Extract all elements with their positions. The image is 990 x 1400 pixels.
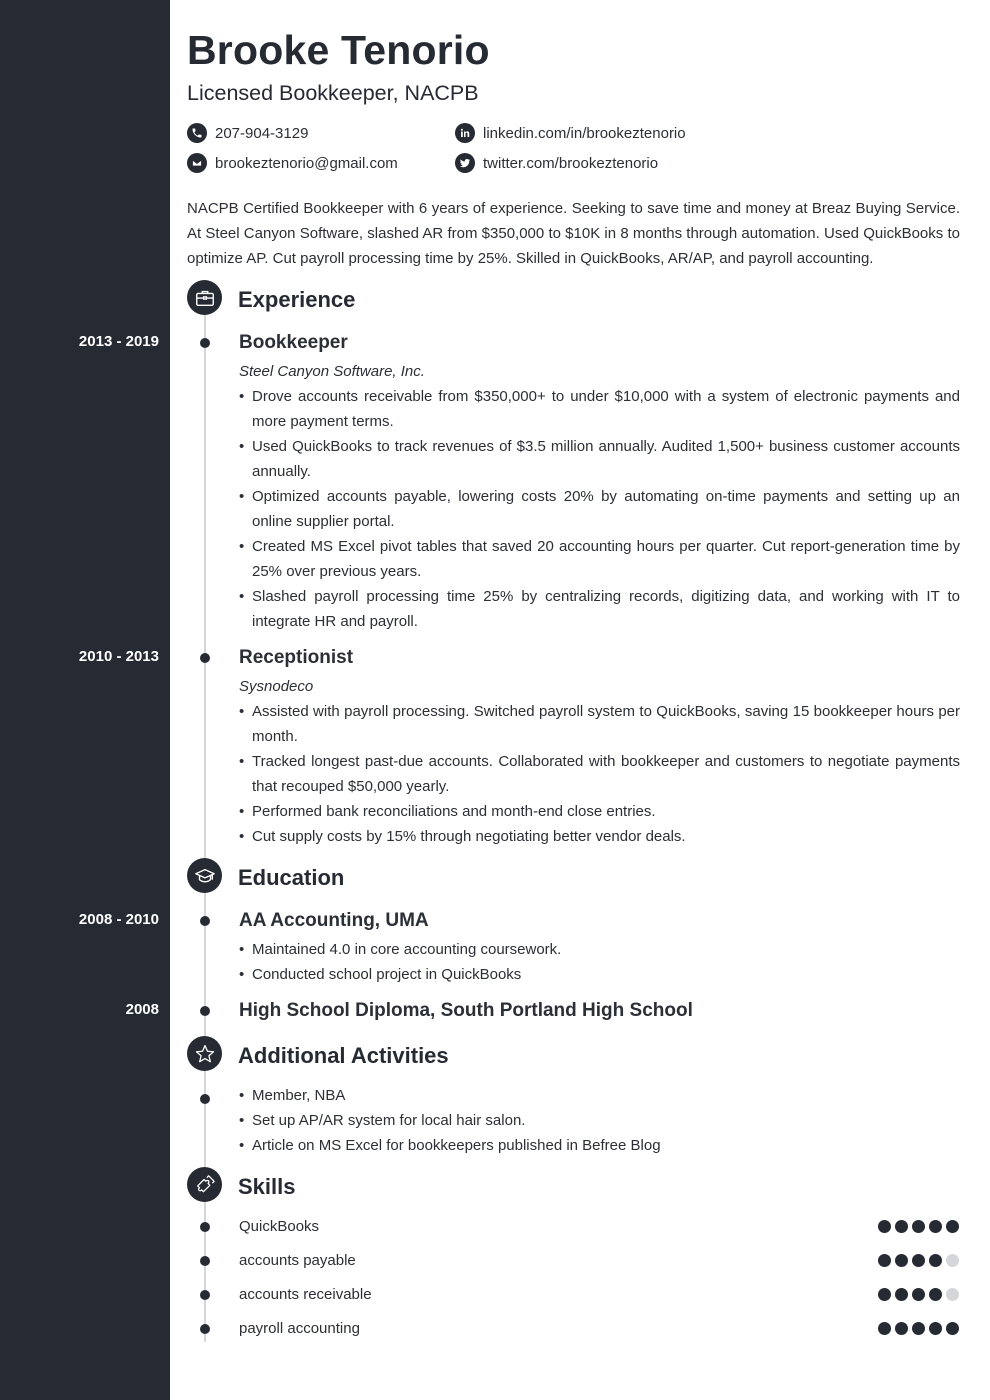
timeline-dot bbox=[200, 1094, 210, 1104]
job-bullets bbox=[239, 699, 960, 849]
skill-dot-filled bbox=[895, 1288, 908, 1301]
bullet-item: • Tracked longest past-due accounts. Collaborated with bookkeeper and customers to negotiate payments that recouped $50,000 yearly. bbox=[239, 749, 960, 799]
degree-title: AA Accounting, UMA bbox=[239, 910, 429, 931]
candidate-name: Brooke Tenorio bbox=[187, 27, 490, 73]
phone-text: 207-904-3129 bbox=[215, 124, 309, 142]
skill-dot-filled bbox=[946, 1322, 959, 1335]
edu-dates: 2008 - 2010 bbox=[78, 911, 159, 928]
skills-heading: Skills bbox=[238, 1174, 296, 1199]
star-icon bbox=[187, 1036, 222, 1071]
skill-name: accounts payable bbox=[239, 1252, 356, 1269]
skill-dot-filled bbox=[895, 1220, 908, 1233]
job-dates: 2010 - 2013 bbox=[78, 648, 159, 665]
skill-dot-filled bbox=[878, 1220, 891, 1233]
skill-dot-filled bbox=[929, 1288, 942, 1301]
degree-title: High School Diploma, South Portland High School bbox=[239, 1000, 693, 1021]
edu-bullets bbox=[239, 937, 960, 987]
puzzle-icon bbox=[187, 1167, 222, 1202]
profile-summary: NACPB Certified Bookkeeper with 6 years of experience. Seeking to save time and money at Breaz Buying Service. At Steel Canyon Software, slashed AR from $350,000 to $10K in 8 months through automation. Used QuickBooks to optimize AP. Cut payroll processing time by 25%. Skilled in QuickBooks, AR/AP, and payroll accounting. bbox=[187, 200, 960, 267]
bullet-item: • Used QuickBooks to track revenues of $3.5 million annually. Audited 1,500+ business customer accounts annually. bbox=[239, 434, 960, 484]
bullet-item: • Maintained 4.0 in core accounting coursework. bbox=[239, 937, 960, 962]
phone-icon bbox=[187, 123, 207, 143]
twitter-icon bbox=[455, 153, 475, 173]
skill-dot-filled bbox=[929, 1254, 942, 1267]
timeline-dot bbox=[200, 916, 210, 926]
left-sidebar bbox=[0, 0, 170, 1400]
skill-rating bbox=[878, 1288, 963, 1301]
bullet-item: • Optimized accounts payable, lowering costs 20% by automating on-time payments and setting up an online supplier portal. bbox=[239, 484, 960, 534]
bullet-item: • Article on MS Excel for bookkeepers published in Befree Blog bbox=[239, 1133, 960, 1158]
skill-dot-filled bbox=[912, 1254, 925, 1267]
experience-heading: Experience bbox=[238, 287, 356, 312]
job-bullets bbox=[239, 384, 960, 634]
skill-dot-filled bbox=[878, 1288, 891, 1301]
linkedin-icon bbox=[455, 123, 475, 143]
contact-phone bbox=[187, 123, 308, 143]
email-text[interactable]: brookeztenorio@gmail.com bbox=[215, 154, 398, 172]
candidate-title: Licensed Bookkeeper, NACPB bbox=[187, 81, 479, 105]
job-dates: 2013 - 2019 bbox=[78, 333, 159, 350]
skill-dot-filled bbox=[895, 1254, 908, 1267]
skill-dot-empty bbox=[946, 1288, 959, 1301]
skill-name: accounts receivable bbox=[239, 1286, 372, 1303]
skill-dot-filled bbox=[912, 1288, 925, 1301]
linkedin-text[interactable]: linkedin.com/in/brookeztenorio bbox=[483, 124, 686, 142]
bullet-item: • Drove accounts receivable from $350,000+ to under $10,000 with a system of electronic payments and more payment terms. bbox=[239, 384, 960, 434]
skill-dot-filled bbox=[878, 1322, 891, 1335]
timeline-dot bbox=[200, 1290, 210, 1300]
skill-dot-filled bbox=[878, 1254, 891, 1267]
job-title: Receptionist bbox=[239, 647, 354, 668]
skill-name: payroll accounting bbox=[239, 1320, 360, 1337]
timeline-dot bbox=[200, 1006, 210, 1016]
bullet-item: • Conducted school project in QuickBooks bbox=[239, 962, 960, 987]
skill-dot-filled bbox=[912, 1220, 925, 1233]
bullet-item: • Slashed payroll processing time 25% by centralizing records, digitizing data, and working with IT to integrate HR and payroll. bbox=[239, 584, 960, 634]
bullet-item: • Cut supply costs by 15% through negotiating better vendor deals. bbox=[239, 824, 960, 849]
education-heading: Education bbox=[238, 865, 345, 890]
skill-dot-empty bbox=[946, 1254, 959, 1267]
bullet-item: • Set up AP/AR system for local hair salon. bbox=[239, 1108, 960, 1133]
bullet-item: • Assisted with payroll processing. Switched payroll system to QuickBooks, saving 15 bookkeeper hours per month. bbox=[239, 699, 960, 749]
bullet-item: • Member, NBA bbox=[239, 1083, 960, 1108]
timeline-dot bbox=[200, 653, 210, 663]
skill-dot-filled bbox=[946, 1220, 959, 1233]
skill-dot-filled bbox=[929, 1322, 942, 1335]
skill-dot-filled bbox=[895, 1322, 908, 1335]
skill-rating bbox=[878, 1220, 963, 1233]
email-icon bbox=[187, 153, 207, 173]
timeline-dot bbox=[200, 1324, 210, 1334]
bullet-item: • Performed bank reconciliations and month-end close entries. bbox=[239, 799, 960, 824]
activities-bullets bbox=[239, 1083, 960, 1158]
contact-email[interactable] bbox=[187, 153, 398, 173]
skill-dot-filled bbox=[912, 1322, 925, 1335]
skill-rating bbox=[878, 1322, 963, 1335]
edu-dates: 2008 bbox=[125, 1001, 159, 1018]
skill-name: QuickBooks bbox=[239, 1218, 320, 1235]
timeline-dot bbox=[200, 1256, 210, 1266]
company-name: Steel Canyon Software, Inc. bbox=[239, 363, 425, 380]
graduation-cap-icon bbox=[187, 858, 222, 893]
company-name: Sysnodeco bbox=[239, 678, 314, 695]
activities-heading: Additional Activities bbox=[238, 1043, 449, 1068]
job-title: Bookkeeper bbox=[239, 332, 348, 353]
timeline-dot bbox=[200, 1222, 210, 1232]
twitter-text[interactable]: twitter.com/brookeztenorio bbox=[483, 154, 659, 172]
briefcase-icon bbox=[187, 280, 222, 315]
skill-dot-filled bbox=[929, 1220, 942, 1233]
skill-rating bbox=[878, 1254, 963, 1267]
contact-twitter[interactable] bbox=[455, 153, 658, 173]
contact-linkedin[interactable] bbox=[455, 123, 686, 143]
timeline-dot bbox=[200, 338, 210, 348]
bullet-item: • Created MS Excel pivot tables that saved 20 accounting hours per quarter. Cut report-generation time by 25% over previous years. bbox=[239, 534, 960, 584]
